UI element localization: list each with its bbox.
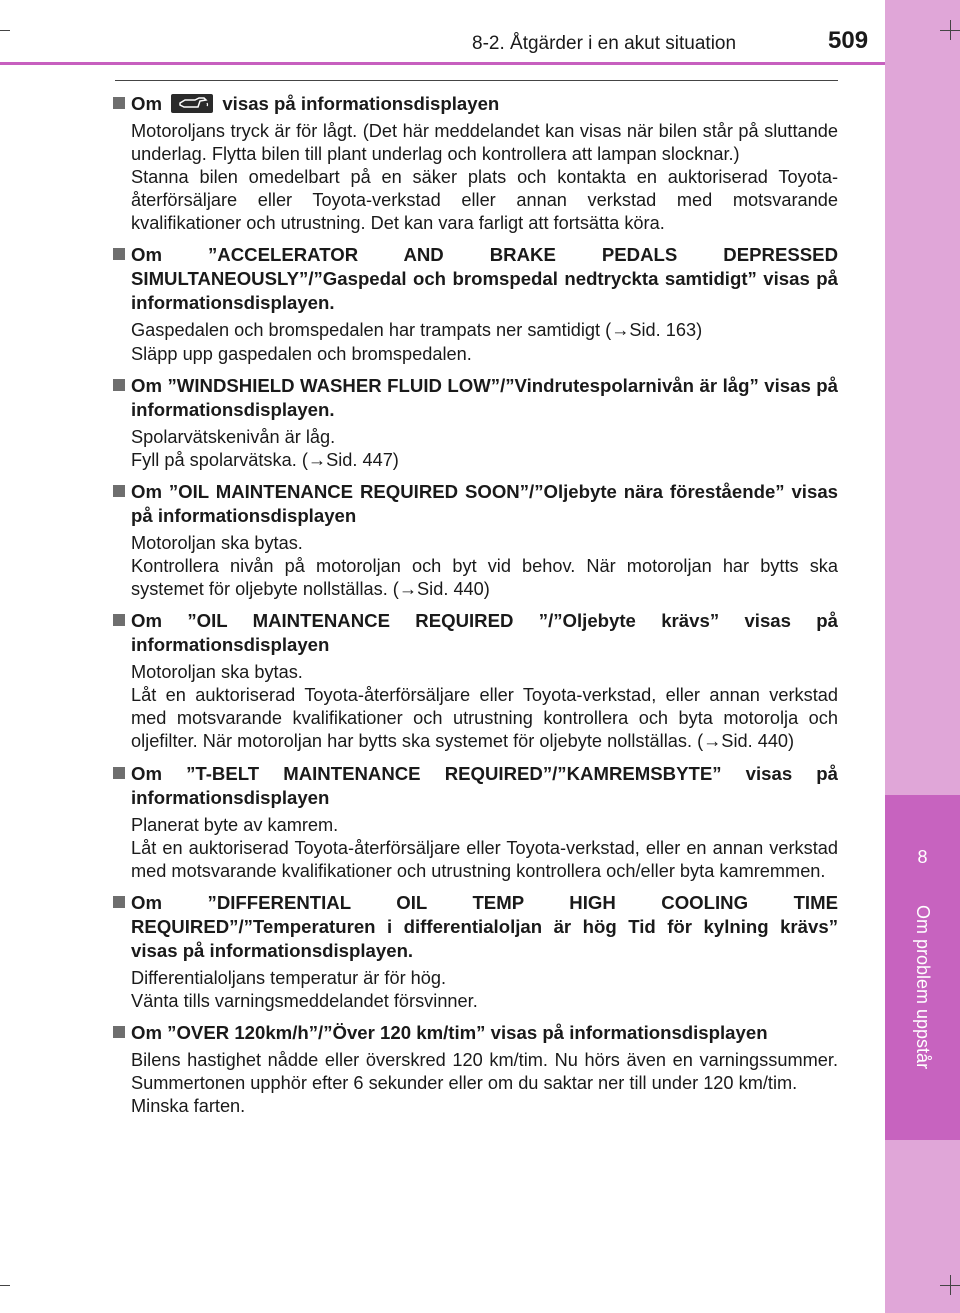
section-heading: Om ”OIL MAINTENANCE REQUIRED ”/”Oljebyte krävs” visas på informationsdisplayen bbox=[108, 609, 838, 657]
square-bullet-icon bbox=[113, 767, 125, 779]
page-header bbox=[0, 0, 885, 65]
square-bullet-icon bbox=[113, 1026, 125, 1038]
section-heading: Om visas på informationsdisplayen bbox=[108, 92, 838, 116]
section-heading: Om ”T-BELT MAINTENANCE REQUIRED”/”KAMREMSBYTE” visas på informationsdisplayen bbox=[108, 762, 838, 810]
crop-mark bbox=[950, 1275, 951, 1295]
page-content bbox=[108, 92, 838, 1126]
crop-mark bbox=[0, 30, 10, 31]
section-differential-oil bbox=[108, 891, 838, 1013]
section-heading: Om ”OIL MAINTENANCE REQUIRED SOON”/”Oljebyte nära förestående” visas på informationsdisplayen bbox=[108, 480, 838, 528]
square-bullet-icon bbox=[113, 614, 125, 626]
square-bullet-icon bbox=[113, 97, 125, 109]
chapter-tab[interactable] bbox=[885, 795, 960, 1140]
section-body: Bilens hastighet nådde eller överskred 120 km/tim. Nu hörs även en varningssummer. Summertonen upphör efter 6 sekunder eller om du saktar ner till under 120 km/tim. Minska farten. bbox=[131, 1049, 838, 1117]
page-number: 509 bbox=[828, 27, 869, 54]
section-body: Motoroljans tryck är för lågt. (Det här meddelandet kan visas när bilen står på sluttande underlag. Flytta bilen till plant underlag och kontrollera att lampan slocknar.) Stanna bilen omedelbart på en säker plats och kontakta en auktoriserad Toyota-återförsäljare eller Toyota-verkstad eller annan verkstad med motsvarande kvalifikationer och utrustning. Det kan vara farligt att fortsätta köra. bbox=[131, 121, 838, 234]
square-bullet-icon bbox=[113, 379, 125, 391]
chapter-title: Om problem uppstår bbox=[913, 905, 933, 1070]
section-body: Motoroljan ska bytas. Låt en auktoriserad Toyota-återförsäljare eller Toyota-verkstad, eller annan verkstad med motsvarande kvalifikationer och utrustning kontrollera och byta motorolja och oljefilter. När motoroljan har bytts ska systemet för oljebyte nollställas. (→Sid. 440) bbox=[131, 662, 838, 752]
oil-can-icon bbox=[171, 94, 213, 113]
section-washer-fluid bbox=[108, 374, 838, 472]
section-oil-maintenance-required bbox=[108, 609, 838, 753]
section-body: Planerat byte av kamrem. Låt en auktoriserad Toyota-återförsäljare eller Toyota-verkstad, eller en annan verkstad med motsvarande kvalifikationer och utrustning kontrollera och/eller byta kamremmen. bbox=[131, 814, 838, 881]
section-heading: Om ”WINDSHIELD WASHER FLUID LOW”/”Vindrutespolarnivån är låg” visas på informationsdisplayen. bbox=[108, 374, 838, 422]
square-bullet-icon bbox=[113, 896, 125, 908]
section-oil-maintenance-soon bbox=[108, 480, 838, 601]
square-bullet-icon bbox=[113, 485, 125, 497]
section-heading: Om ”DIFFERENTIAL OIL TEMP HIGH COOLING TIME REQUIRED”/”Temperaturen i differentialoljan är hög Tid för kylning krävs” visas på informationsdisplayen. bbox=[108, 891, 838, 963]
crop-mark bbox=[950, 20, 951, 40]
section-body: Gaspedalen och bromspedalen har trampats ner samtidigt (→Sid. 163) Släpp upp gaspedalen och bromspedalen. bbox=[131, 320, 703, 364]
section-title: 8-2. Åtgärder i en akut situation bbox=[472, 33, 737, 54]
section-body: Differentialoljans temperatur är för hög. Vänta tills varningsmeddelandet försvinner. bbox=[131, 967, 478, 1011]
section-pedals bbox=[108, 243, 838, 365]
square-bullet-icon bbox=[113, 248, 125, 260]
section-body: Spolarvätskenivån är låg. Fyll på spolarvätska. (→Sid. 447) bbox=[131, 426, 399, 470]
crop-mark bbox=[0, 1285, 10, 1286]
section-body: Motoroljan ska bytas. Kontrollera nivån på motoroljan och byt vid behov. När motoroljan har bytts ska systemet för oljebyte nollställas. (→Sid. 440) bbox=[131, 532, 838, 600]
section-timing-belt bbox=[108, 762, 838, 883]
chapter-number: 8 bbox=[917, 847, 928, 867]
section-over-speed bbox=[108, 1021, 838, 1118]
section-heading: Om ”ACCELERATOR AND BRAKE PEDALS DEPRESSED SIMULTANEOUSLY”/”Gaspedal och bromspedal nedtryckta samtidigt” visas på informationsdisplayen. bbox=[108, 243, 838, 315]
top-divider bbox=[115, 80, 838, 81]
section-heading: Om ”OVER 120km/h”/”Över 120 km/tim” visas på informationsdisplayen bbox=[108, 1021, 838, 1045]
section-oil-pressure bbox=[108, 92, 838, 235]
